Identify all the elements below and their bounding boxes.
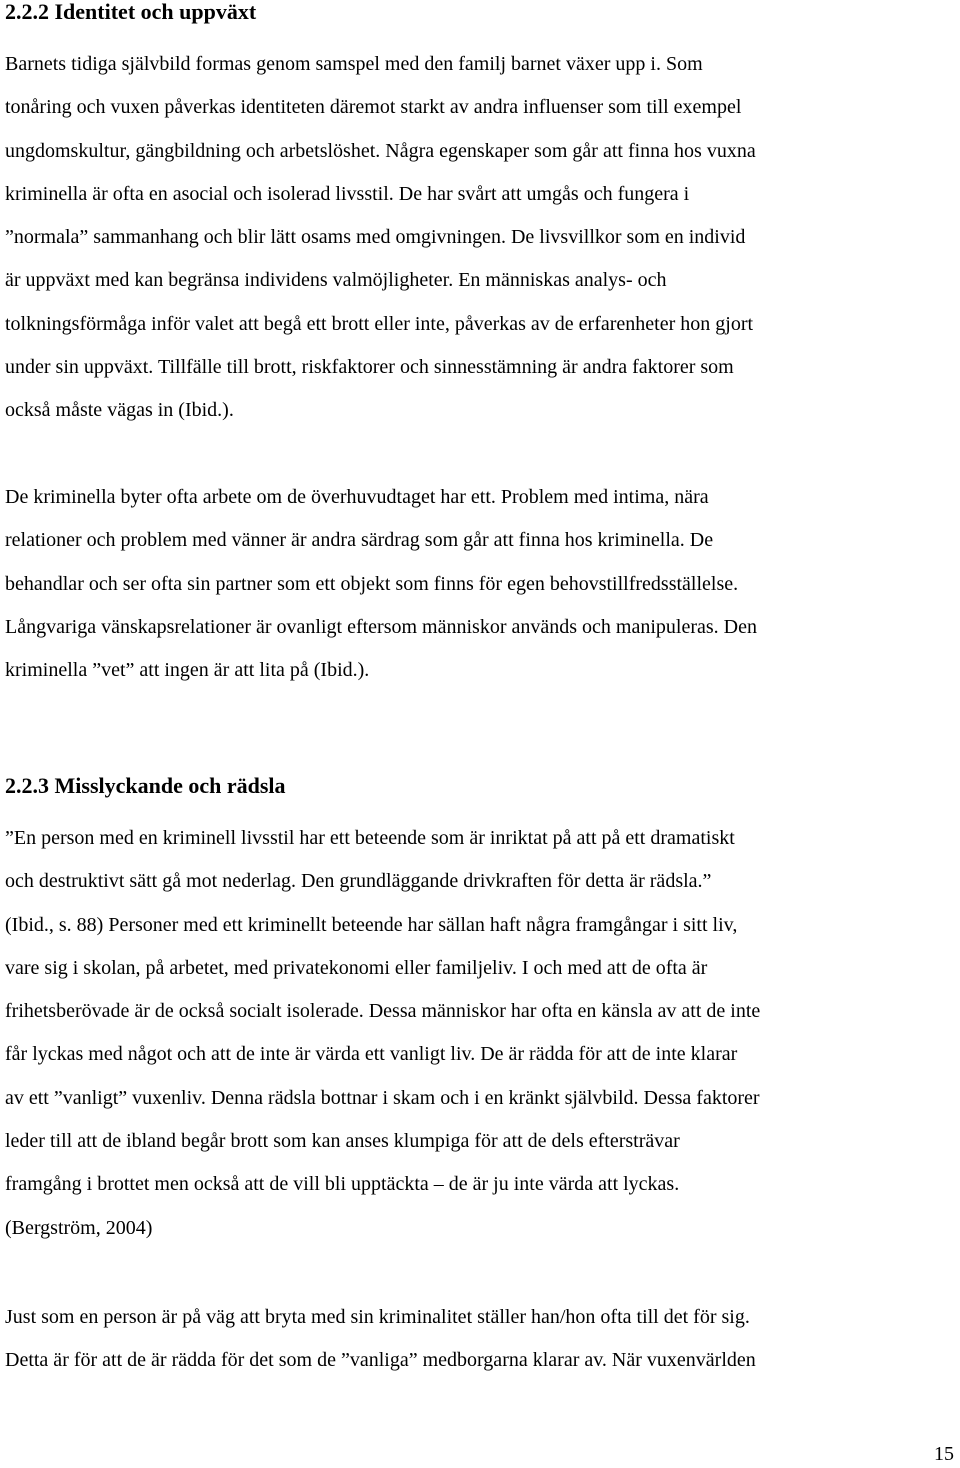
text-line: får lyckas med något och att de inte är värda ett vanligt liv. De är rädda för att de inte klarar — [5, 1043, 738, 1066]
text-line: De kriminella byter ofta arbete om de överhuvudtaget har ett. Problem med intima, nära — [5, 486, 709, 508]
text-line: Just som en person är på väg att bryta med sin kriminalitet ställer han/hon ofta till det för sig. — [5, 1306, 750, 1328]
text-line: leder till att de ibland begår brott som kan anses klumpiga för att de dels eftersträvar — [5, 1130, 680, 1153]
paragraph — [5, 43, 756, 433]
text-line: under sin uppväxt. Tillfälle till brott, riskfaktorer och sinnesstämning är andra faktorer som — [5, 356, 734, 379]
text-line: Långvariga vänskapsrelationer är ovanligt eftersom människor används och manipuleras. Den — [5, 615, 757, 638]
text-line: tolkningsförmåga inför valet att begå ett brott eller inte, påverkas av de erfarenheter hon gjort — [5, 312, 754, 335]
paragraph — [5, 476, 757, 692]
text-line: framgång i brottet men också att de vill bli upptäckta – de är ju inte värda att lyckas. — [5, 1173, 680, 1196]
text-line: av ett ”vanligt” vuxenliv. Denna rädsla bottnar i skam och i en kränkt självbild. Dessa faktorer — [5, 1086, 760, 1109]
text-line: frihetsberövade är de också socialt isolerade. Dessa människor har ofta en känsla av att de inte — [5, 1000, 761, 1023]
text-line: ”normala” sammanhang och blir lätt osams med omgivningen. De livsvillkor som en individ — [5, 226, 746, 249]
text-line: ”En person med en kriminell livsstil har ett beteende som är inriktat på att på ett dramatiskt — [5, 827, 735, 849]
text-line: (Ibid., s. 88) Personer med ett kriminellt beteende har sällan haft några framgångar i sitt liv, — [5, 913, 738, 936]
text-line: tonåring och vuxen påverkas identiteten däremot starkt av andra influenser som till exempel — [5, 96, 742, 119]
text-line: kriminella är ofta en asocial och isolerad livsstil. De har svårt att umgås och fungera i — [5, 182, 690, 205]
text-line: är uppväxt med kan begränsa individens valmöjligheter. En människas analys- och — [5, 269, 667, 292]
section-heading: 2.2.2 Identitet och uppväxt — [5, 0, 257, 24]
text-line: Detta är för att de är rädda för det som de ”vanliga” medborgarna klarar av. När vuxenvärlden — [5, 1349, 756, 1372]
paragraph — [5, 817, 760, 1250]
section-heading: 2.2.3 Misslyckande och rädsla — [5, 773, 286, 798]
text-line: behandlar och ser ofta sin partner som ett objekt som finns för egen behovstillfredsställelse. — [5, 572, 739, 595]
text-line: ungdomskultur, gängbildning och arbetslöshet. Några egenskaper som går att finna hos vuxna — [5, 139, 756, 162]
paragraph — [5, 1296, 756, 1383]
text-line: Barnets tidiga självbild formas genom samspel med den familj barnet växer upp i. Som — [5, 53, 703, 75]
text-line: kriminella ”vet” att ingen är att lita på (Ibid.). — [5, 659, 370, 682]
text-line: (Bergström, 2004) — [5, 1216, 153, 1239]
text-line: och destruktivt sätt gå mot nederlag. Den grundläggande drivkraften för detta är rädsla.” — [5, 870, 712, 893]
text-line: vare sig i skolan, på arbetet, med privatekonomi eller familjeliv. I och med att de ofta är — [5, 956, 708, 979]
page-number: 15 — [934, 1443, 954, 1465]
text-line: också måste vägas in (Ibid.). — [5, 399, 234, 422]
text-line: relationer och problem med vänner är andra särdrag som går att finna hos kriminella. De — [5, 529, 714, 552]
